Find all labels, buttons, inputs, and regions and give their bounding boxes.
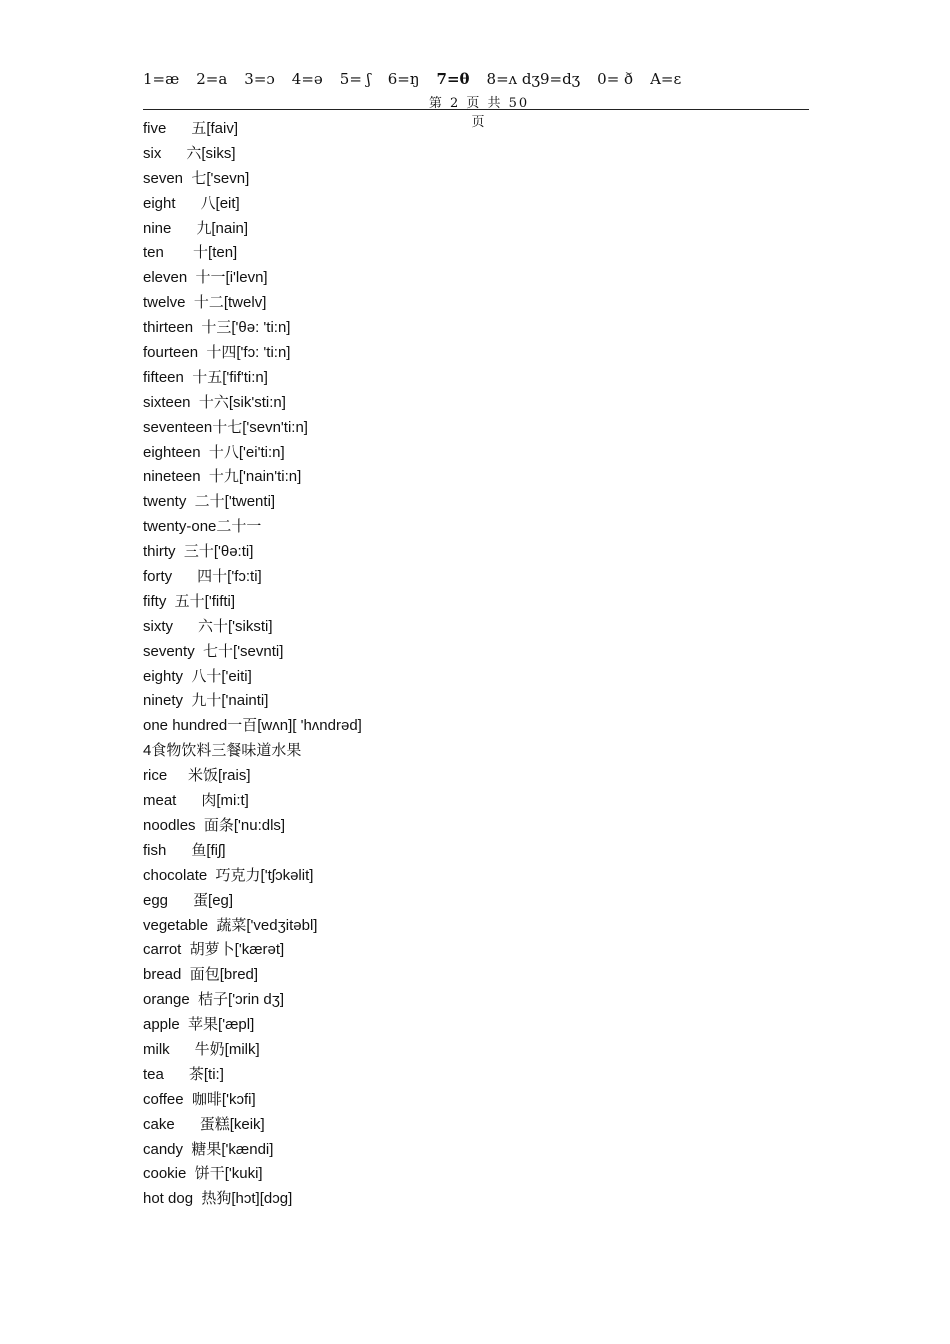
vocab-entry: eight 八[eit] bbox=[143, 194, 240, 212]
phonetic-key-item: 0= ð bbox=[597, 70, 634, 88]
phonetic-key-item: 5= ʃ bbox=[339, 70, 371, 88]
vocab-entry: orange 桔子['ɔrin dʒ] bbox=[143, 991, 285, 1009]
vocab-entry: twenty 二十['twenti] bbox=[143, 493, 276, 511]
vocab-entry: twenty-one二十一 bbox=[143, 518, 262, 536]
vocab-entry: one hundred一百[wʌn][ 'hʌndrəd] bbox=[143, 717, 362, 735]
section-heading: 4食物饮料三餐味道水果 bbox=[143, 742, 302, 760]
vocab-entry: meat 肉[mi:t] bbox=[143, 792, 249, 810]
vocab-entry: egg 蛋[eg] bbox=[143, 891, 234, 909]
phonetic-key-item: 4=ə bbox=[291, 70, 323, 88]
vocab-entry: seventy 七十['sevnti] bbox=[143, 642, 284, 660]
phonetic-key-item: 3=ɔ bbox=[244, 70, 275, 88]
phonetic-key-item: A=ɛ bbox=[650, 70, 682, 88]
vocab-entry: fish 鱼[fiʃ] bbox=[143, 841, 226, 859]
vocab-entry: rice 米饭[rais] bbox=[143, 767, 251, 785]
vocab-entry: five 五[faiv] bbox=[143, 120, 239, 137]
vocab-entry: bread 面包[bred] bbox=[143, 966, 259, 984]
vocab-entry: nineteen 十九['nain'ti:n] bbox=[143, 468, 302, 486]
vocab-entry: noodles 面条['nu:dls] bbox=[143, 816, 286, 834]
vocab-entry: milk 牛奶[milk] bbox=[143, 1040, 260, 1058]
vocab-entry: vegetable 蔬菜['vedʒitəbl] bbox=[143, 916, 318, 934]
vocab-entry: thirty 三十['θə:ti] bbox=[143, 543, 254, 561]
vocab-entry: eleven 十一[i'levn] bbox=[143, 269, 268, 287]
vocab-entry: ten 十[ten] bbox=[143, 244, 238, 262]
vocab-entry: fourteen 十四['fɔ: 'ti:n] bbox=[143, 344, 291, 362]
vocab-entry: sixty 六十['siksti] bbox=[143, 617, 273, 635]
phonetic-key-item: 7=θ bbox=[436, 70, 470, 88]
phonetic-key-item: 2=a bbox=[196, 70, 228, 88]
vocab-entry: eighty 八十['eiti] bbox=[143, 667, 252, 685]
header-divider bbox=[143, 109, 809, 110]
page-number: 第 2 页 共 50 页 bbox=[428, 96, 530, 130]
vocab-entry: cake 蛋糕[keik] bbox=[143, 1115, 265, 1133]
phonetic-key bbox=[143, 68, 809, 90]
vocab-entry: apple 苹果['æpl] bbox=[143, 1016, 255, 1034]
vocab-entry: chocolate 巧克力['tʃɔkəlit] bbox=[143, 866, 314, 884]
vocabulary-list bbox=[143, 117, 362, 1212]
vocab-entry: carrot 胡萝卜['kærət] bbox=[143, 941, 285, 959]
vocab-entry: eighteen 十八['ei'ti:n] bbox=[143, 443, 285, 461]
vocab-entry: ninety 九十['nainti] bbox=[143, 692, 269, 710]
phonetic-key-item: 1=æ bbox=[143, 70, 180, 88]
vocab-entry: six 六[siks] bbox=[143, 144, 236, 162]
vocab-entry: fifteen 十五['fif'ti:n] bbox=[143, 368, 268, 386]
phonetic-key-item: 6=ŋ bbox=[387, 70, 420, 88]
vocab-entry: cookie 饼干['kuki] bbox=[143, 1165, 263, 1183]
vocab-entry: nine 九[nain] bbox=[143, 219, 249, 237]
vocab-entry: seven 七['sevn] bbox=[143, 169, 250, 187]
vocab-entry: coffee 咖啡['kɔfi] bbox=[143, 1090, 256, 1108]
vocab-entry: twelve 十二[twelv] bbox=[143, 294, 267, 312]
vocab-entry: forty 四十['fɔ:ti] bbox=[143, 568, 262, 586]
vocab-entry: sixteen 十六[sik'sti:n] bbox=[143, 393, 286, 411]
vocab-entry: seventeen十七['sevn'ti:n] bbox=[143, 418, 308, 436]
phonetic-key-item: 8=ʌ dʒ9=dʒ bbox=[486, 70, 581, 88]
vocab-entry: tea 茶[ti:] bbox=[143, 1065, 224, 1083]
vocab-entry: candy 糖果['kændi] bbox=[143, 1140, 274, 1158]
vocab-entry: thirteen 十三['θə: 'ti:n] bbox=[143, 319, 291, 337]
vocab-entry: hot dog 热狗[hɔt][dɔg] bbox=[143, 1190, 293, 1208]
vocab-entry: fifty 五十['fifti] bbox=[143, 592, 236, 610]
